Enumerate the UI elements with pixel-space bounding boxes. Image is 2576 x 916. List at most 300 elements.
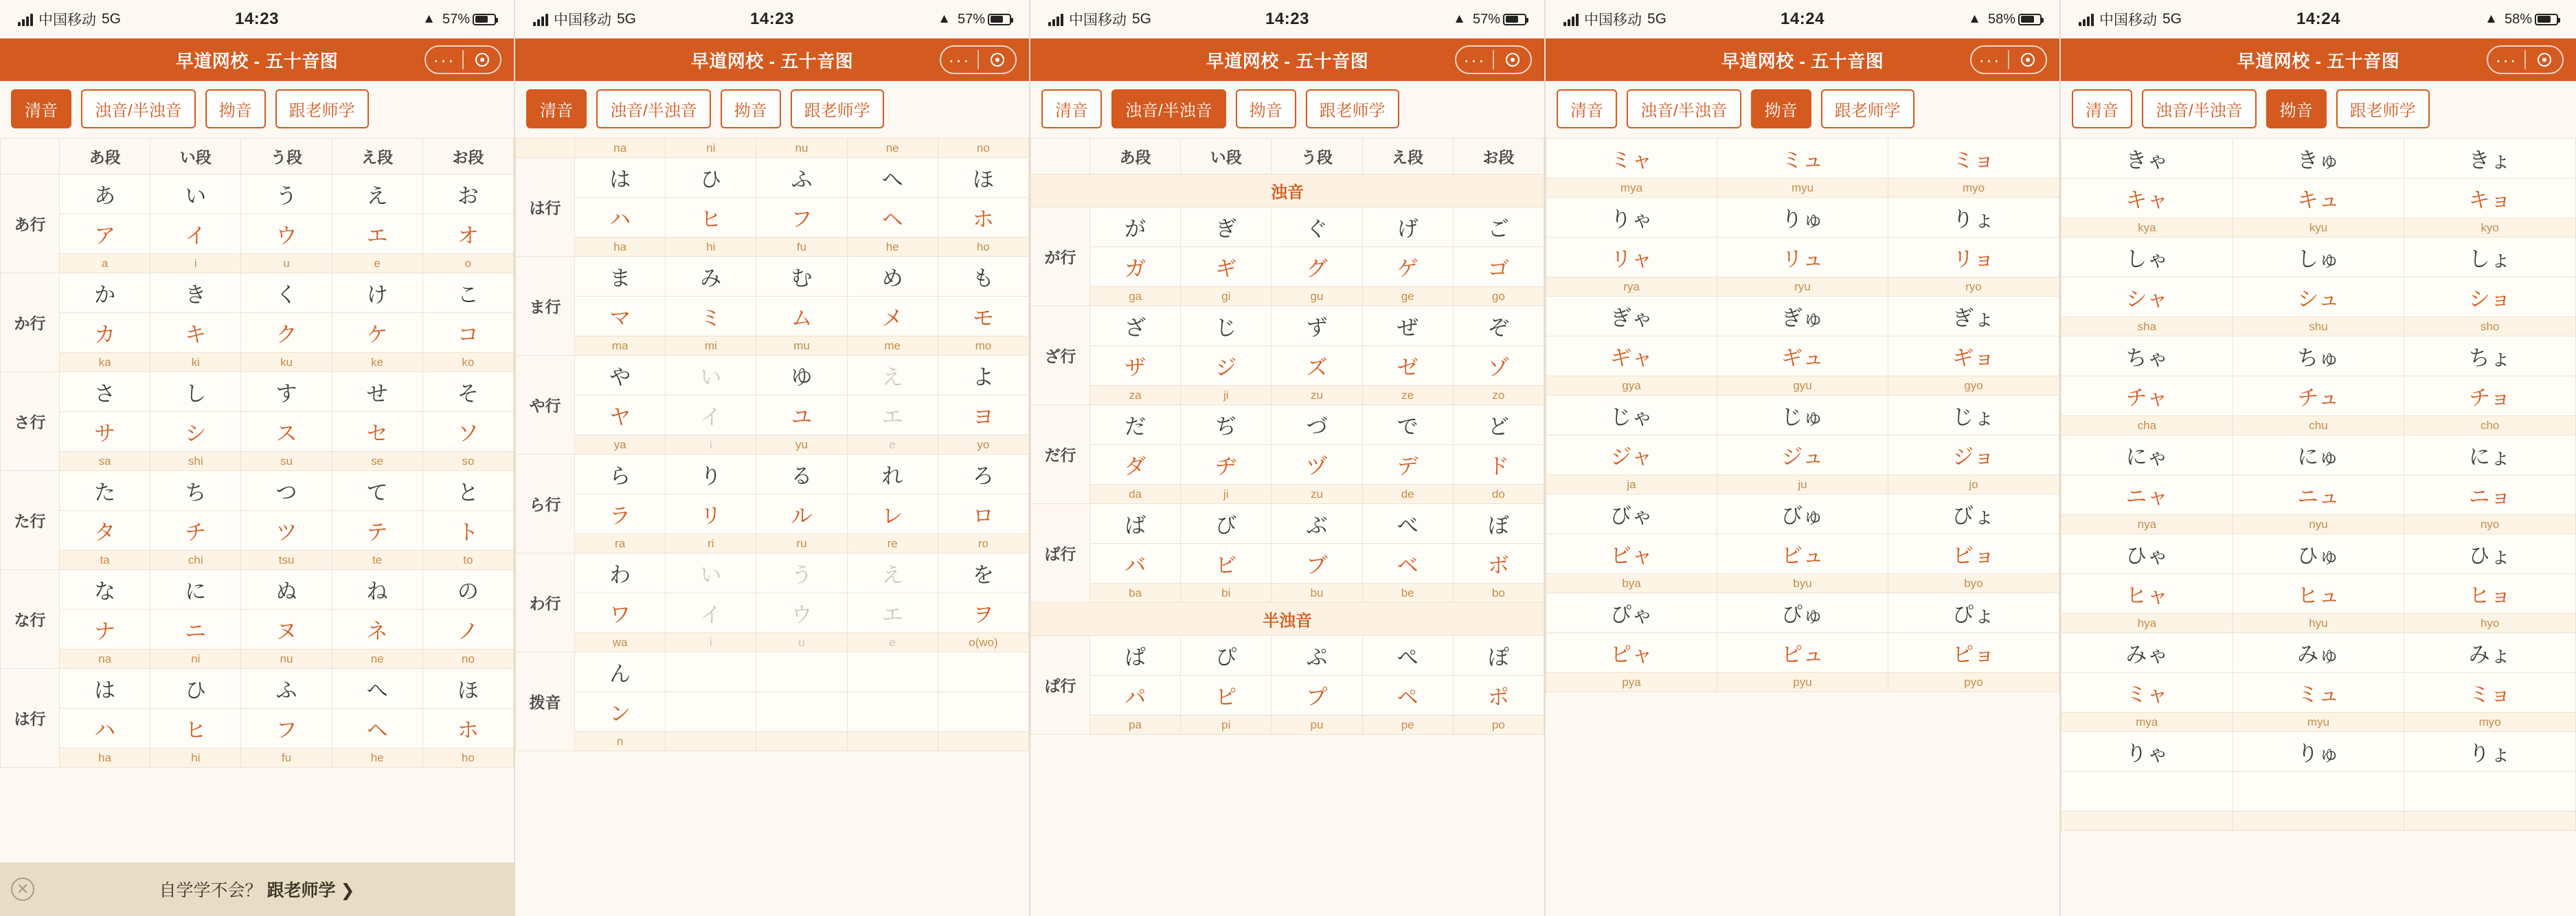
kana-cell[interactable]: イ	[666, 593, 756, 633]
kana-cell[interactable]: ヒ	[666, 198, 756, 238]
kana-cell[interactable]: ろ	[938, 455, 1028, 494]
target-icon[interactable]	[1494, 53, 1530, 67]
kana-cell[interactable]: え	[332, 174, 422, 214]
kana-cell[interactable]: しゅ	[2233, 238, 2404, 277]
kana-cell[interactable]: ニャ	[2061, 475, 2233, 515]
kana-row-katakana	[1031, 676, 1544, 715]
kana-cell[interactable]: エ	[847, 593, 938, 633]
kana-cell[interactable]: げ	[1362, 207, 1453, 247]
romaji-cell: ge	[1362, 287, 1453, 306]
kana-cell[interactable]: い	[150, 174, 241, 214]
tab-youon[interactable]: 拗音	[1751, 89, 1811, 128]
kana-cell[interactable]: ガ	[1090, 247, 1181, 287]
kana-row-katakana	[2061, 475, 2576, 515]
kana-cell[interactable]: りょ	[1888, 198, 2059, 238]
kana-cell[interactable]: ミョ	[2404, 673, 2576, 713]
kana-cell[interactable]: ジ	[1181, 346, 1272, 386]
kana-cell[interactable]: ミュ	[1717, 139, 1888, 179]
kana-cell[interactable]: ちょ	[2404, 336, 2576, 376]
kana-cell[interactable]: ゾ	[1453, 346, 1544, 386]
kana-cell[interactable]: ウ	[756, 593, 847, 633]
nav-bar	[1546, 38, 2059, 81]
kana-cell[interactable]: きゃ	[2061, 139, 2233, 179]
kana-cell[interactable]: びゅ	[1717, 494, 1888, 534]
kana-cell[interactable]: へ	[847, 158, 938, 198]
kana-cell[interactable]: ゼ	[1362, 346, 1453, 386]
kana-cell[interactable]: は	[575, 158, 666, 198]
kana-cell[interactable]: シュ	[2233, 277, 2404, 317]
kana-cell[interactable]: サ	[60, 412, 150, 452]
kana-cell[interactable]: さ	[60, 372, 150, 412]
tab-seion[interactable]: 清音	[11, 89, 71, 128]
kana-cell[interactable]: ジュ	[1717, 435, 1888, 475]
kana-cell[interactable]: ひ	[150, 669, 241, 709]
kana-cell[interactable]: ん	[575, 652, 666, 692]
kana-cell[interactable]: る	[756, 455, 847, 494]
kana-cell[interactable]: りゃ	[2061, 732, 2233, 772]
tab-seion[interactable]: 清音	[1041, 89, 1102, 128]
kana-cell[interactable]: せ	[332, 372, 422, 412]
kana-cell[interactable]: お	[422, 174, 513, 214]
kana-cell[interactable]: け	[332, 273, 422, 313]
kana-cell[interactable]: ミュ	[2233, 673, 2404, 713]
kana-cell[interactable]: リャ	[1546, 238, 1717, 277]
kana-cell[interactable]: フ	[756, 198, 847, 238]
kana-cell[interactable]: ア	[60, 214, 150, 254]
kana-cell[interactable]	[847, 692, 938, 732]
romaji-cell: n	[575, 732, 666, 751]
tab-dakuon[interactable]: 浊音/半浊音	[81, 89, 196, 128]
kana-cell[interactable]: く	[241, 273, 332, 313]
kana-cell[interactable]: テ	[332, 511, 422, 551]
kana-cell[interactable]: や	[575, 356, 666, 396]
kana-cell[interactable]: ハ	[60, 709, 150, 748]
tab-teacher[interactable]: 跟老师学	[1821, 89, 1914, 128]
kana-cell[interactable]: ビュ	[1717, 534, 1888, 574]
more-icon[interactable]: ···	[433, 49, 455, 70]
kana-cell[interactable]: ヅ	[1272, 445, 1362, 485]
kana-cell[interactable]: ぴょ	[1888, 593, 2059, 633]
kana-cell[interactable]: ぬ	[241, 570, 332, 610]
kana-cell[interactable]: え	[847, 553, 938, 593]
kana-cell[interactable]: ギョ	[1888, 336, 2059, 376]
tab-youon[interactable]: 拗音	[2266, 89, 2327, 128]
kana-cell[interactable]: ク	[241, 313, 332, 353]
kana-cell[interactable]: ビ	[1181, 544, 1272, 584]
kana-cell[interactable]: ちゅ	[2233, 336, 2404, 376]
target-icon[interactable]	[979, 53, 1015, 67]
kana-cell[interactable]: ブ	[1272, 544, 1362, 584]
kana-cell[interactable]: ザ	[1090, 346, 1181, 386]
kana-cell[interactable]: そ	[422, 372, 513, 412]
kana-cell[interactable]: ボ	[1453, 544, 1544, 584]
kana-cell[interactable]: ウ	[241, 214, 332, 254]
target-icon[interactable]	[2009, 53, 2046, 67]
kana-cell[interactable]: オ	[422, 214, 513, 254]
tab-dakuon[interactable]: 浊音/半浊音	[596, 89, 711, 128]
kana-cell[interactable]: ピュ	[1717, 633, 1888, 673]
kana-cell[interactable]: ご	[1453, 207, 1544, 247]
kana-cell[interactable]: ジョ	[1888, 435, 2059, 475]
kana-cell[interactable]	[847, 652, 938, 692]
kana-cell[interactable]: め	[847, 257, 938, 297]
kana-cell[interactable]: よ	[938, 356, 1028, 396]
tab-youon[interactable]: 拗音	[205, 89, 266, 128]
kana-row-katakana	[1546, 435, 2059, 475]
kana-cell[interactable]: ツ	[241, 511, 332, 551]
romaji-cell: ryo	[1888, 277, 2059, 297]
kana-cell[interactable]: す	[241, 372, 332, 412]
kana-cell[interactable]: キ	[150, 313, 241, 353]
kana-cell[interactable]: ひょ	[2404, 534, 2576, 574]
kana-cell[interactable]: ミャ	[2061, 673, 2233, 713]
kana-cell[interactable]: ギ	[1181, 247, 1272, 287]
kana-cell[interactable]: ン	[575, 692, 666, 732]
kana-cell[interactable]: ワ	[575, 593, 666, 633]
kana-cell[interactable]: ぺ	[1362, 636, 1453, 676]
kana-cell[interactable]	[666, 652, 756, 692]
kana-cell[interactable]: え	[847, 356, 938, 396]
kana-cell[interactable]: ギャ	[1546, 336, 1717, 376]
tab-youon[interactable]: 拗音	[721, 89, 781, 128]
kana-cell[interactable]: ヤ	[575, 396, 666, 435]
kana-cell[interactable]: チョ	[2404, 376, 2576, 416]
kana-cell[interactable]: ぐ	[1272, 207, 1362, 247]
kana-cell[interactable]: イ	[150, 214, 241, 254]
kana-cell[interactable]: な	[60, 570, 150, 610]
kana-cell[interactable]: ぶ	[1272, 504, 1362, 544]
romaji-cell: ki	[150, 353, 241, 372]
tab-youon[interactable]: 拗音	[1236, 89, 1296, 128]
kana-cell[interactable]: ヌ	[241, 610, 332, 650]
kana-cell[interactable]: チャ	[2061, 376, 2233, 416]
kana-cell[interactable]: じゃ	[1546, 396, 1717, 435]
kana-cell[interactable]: りゃ	[1546, 198, 1717, 238]
kana-cell[interactable]: チ	[150, 511, 241, 551]
kana-cell[interactable]: だ	[1090, 405, 1181, 445]
kana-cell[interactable]: ど	[1453, 405, 1544, 445]
tab-dakuon[interactable]: 浊音/半浊音	[1627, 89, 1741, 128]
kana-cell[interactable]: セ	[332, 412, 422, 452]
kana-cell[interactable]: ニュ	[2233, 475, 2404, 515]
kana-cell[interactable]: ぱ	[1090, 636, 1181, 676]
romaji-cell: gu	[1272, 287, 1362, 306]
tab-seion[interactable]: 清音	[1557, 89, 1617, 128]
target-icon[interactable]	[464, 53, 500, 67]
kana-cell[interactable]: ゆ	[756, 356, 847, 396]
kana-cell[interactable]: ら	[575, 455, 666, 494]
kana-cell[interactable]: む	[756, 257, 847, 297]
kana-cell[interactable]: エ	[847, 396, 938, 435]
kana-cell[interactable]: ダ	[1090, 445, 1181, 485]
kana-cell[interactable]	[938, 692, 1028, 732]
kana-cell[interactable]: ラ	[575, 494, 666, 534]
kana-cell[interactable]: は	[60, 669, 150, 709]
kana-cell[interactable]: ヒャ	[2061, 574, 2233, 614]
kana-cell[interactable]: し	[150, 372, 241, 412]
kana-cell[interactable]: ピャ	[1546, 633, 1717, 673]
tab-teacher[interactable]: 跟老师学	[791, 89, 884, 128]
close-icon[interactable]: ✕	[11, 878, 34, 901]
kana-cell[interactable]: りゅ	[1717, 198, 1888, 238]
kana-cell[interactable]: ニ	[150, 610, 241, 650]
kana-cell[interactable]: ぴゅ	[1717, 593, 1888, 633]
kana-cell[interactable]: メ	[847, 297, 938, 336]
kana-cell[interactable]: ミ	[666, 297, 756, 336]
kana-cell[interactable]: ヂ	[1181, 445, 1272, 485]
kana-cell[interactable]: びょ	[1888, 494, 2059, 534]
screen-1	[0, 0, 515, 916]
kana-cell[interactable]: シ	[150, 412, 241, 452]
kana-cell[interactable]: ソ	[422, 412, 513, 452]
kana-cell[interactable]: リュ	[1717, 238, 1888, 277]
kana-cell[interactable]: みゃ	[2061, 633, 2233, 673]
kana-cell[interactable]: キャ	[2061, 179, 2233, 218]
romaji-cell: u	[241, 254, 332, 273]
kana-cell[interactable]: みょ	[2404, 633, 2576, 673]
kana-cell[interactable]: きょ	[2404, 139, 2576, 179]
kana-cell[interactable]: ビャ	[1546, 534, 1717, 574]
kana-cell[interactable]: ず	[1272, 306, 1362, 346]
kana-cell[interactable]: カ	[60, 313, 150, 353]
kana-cell[interactable]: ぢ	[1181, 405, 1272, 445]
kana-table-scroll-2[interactable]	[515, 138, 1029, 916]
kana-cell[interactable]: あ	[60, 174, 150, 214]
kana-cell[interactable]: ま	[575, 257, 666, 297]
kana-cell[interactable]: ち	[150, 471, 241, 511]
kana-table-scroll-4[interactable]	[1546, 138, 2059, 916]
kana-cell[interactable]: エ	[332, 214, 422, 254]
kana-cell[interactable]: ホ	[422, 709, 513, 748]
kana-cell[interactable]: い	[666, 553, 756, 593]
kana-cell[interactable]: う	[756, 553, 847, 593]
kana-table-scroll-5[interactable]	[2061, 138, 2576, 916]
kana-cell[interactable]: ハ	[575, 198, 666, 238]
more-icon[interactable]: ···	[948, 49, 971, 70]
more-icon[interactable]: ···	[1463, 49, 1486, 70]
kana-cell[interactable]: わ	[575, 553, 666, 593]
kana-cell[interactable]: ぜ	[1362, 306, 1453, 346]
kana-cell[interactable]: ズ	[1272, 346, 1362, 386]
kana-cell[interactable]: う	[241, 174, 332, 214]
kana-cell[interactable]: ひゅ	[2233, 534, 2404, 574]
kana-cell[interactable]: り	[666, 455, 756, 494]
kana-cell[interactable]: ゴ	[1453, 247, 1544, 287]
kana-cell[interactable]: の	[422, 570, 513, 610]
kana-cell[interactable]: キュ	[2233, 179, 2404, 218]
kana-cell[interactable]: こ	[422, 273, 513, 313]
kana-cell[interactable]	[756, 692, 847, 732]
kana-cell[interactable]	[2404, 772, 2576, 812]
kana-cell[interactable]: コ	[422, 313, 513, 353]
promo-banner[interactable]	[0, 862, 514, 916]
kana-cell[interactable]: ピョ	[1888, 633, 2059, 673]
kana-cell[interactable]: て	[332, 471, 422, 511]
kana-cell[interactable]: フ	[241, 709, 332, 748]
kana-cell[interactable]: ナ	[60, 610, 150, 650]
kana-cell[interactable]: に	[150, 570, 241, 610]
kana-cell[interactable]: い	[666, 356, 756, 396]
tab-teacher[interactable]: 跟老师学	[1306, 89, 1399, 128]
more-icon[interactable]: ···	[2495, 49, 2518, 70]
kana-cell[interactable]: へ	[332, 669, 422, 709]
tab-seion[interactable]: 清音	[526, 89, 587, 128]
kana-cell[interactable]: にゅ	[2233, 435, 2404, 475]
kana-cell[interactable]: か	[60, 273, 150, 313]
kana-cell[interactable]: じゅ	[1717, 396, 1888, 435]
kana-cell[interactable]: ぎゅ	[1717, 297, 1888, 336]
kana-table-scroll-1[interactable]	[0, 138, 514, 916]
kana-cell[interactable]: ル	[756, 494, 847, 534]
kana-cell[interactable]: ニョ	[2404, 475, 2576, 515]
kana-cell[interactable]: マ	[575, 297, 666, 336]
kana-cell[interactable]: ベ	[1362, 544, 1453, 584]
kana-cell[interactable]: チュ	[2233, 376, 2404, 416]
kana-cell[interactable]: プ	[1272, 676, 1362, 715]
kana-cell[interactable]: を	[938, 553, 1028, 593]
kana-cell[interactable]: ビョ	[1888, 534, 2059, 574]
kana-cell[interactable]: べ	[1362, 504, 1453, 544]
romaji-cell: chu	[2233, 416, 2404, 435]
kana-cell[interactable]: しょ	[2404, 238, 2576, 277]
kana-cell[interactable]: み	[666, 257, 756, 297]
kana-cell[interactable]: ぽ	[1453, 636, 1544, 676]
romaji-cell: su	[241, 452, 332, 471]
kana-cell[interactable]: ぷ	[1272, 636, 1362, 676]
kana-cell[interactable]: ぞ	[1453, 306, 1544, 346]
kana-cell[interactable]: れ	[847, 455, 938, 494]
kana-cell[interactable]: ミャ	[1546, 139, 1717, 179]
kana-cell[interactable]: が	[1090, 207, 1181, 247]
kana-cell[interactable]: ノ	[422, 610, 513, 650]
kana-cell[interactable]: ヨ	[938, 396, 1028, 435]
kana-cell[interactable]	[2233, 772, 2404, 812]
kana-cell[interactable]: ヒ	[150, 709, 241, 748]
kana-cell[interactable]: バ	[1090, 544, 1181, 584]
kana-cell[interactable]: ぎょ	[1888, 297, 2059, 336]
kana-cell[interactable]: ギュ	[1717, 336, 1888, 376]
kana-cell[interactable]: ミョ	[1888, 139, 2059, 179]
status-right	[1968, 12, 2042, 27]
kana-cell[interactable]: シャ	[2061, 277, 2233, 317]
kana-cell[interactable]: しゃ	[2061, 238, 2233, 277]
kana-cell[interactable]: ホ	[938, 198, 1028, 238]
row-label: ば行	[1031, 504, 1090, 603]
kana-cell[interactable]: にゃ	[2061, 435, 2233, 475]
kana-cell[interactable]: ば	[1090, 504, 1181, 544]
kana-cell[interactable]: みゅ	[2233, 633, 2404, 673]
kana-cell[interactable]: ポ	[1453, 676, 1544, 715]
kana-cell[interactable]: タ	[60, 511, 150, 551]
kana-cell[interactable]	[2061, 772, 2233, 812]
kana-cell[interactable]: も	[938, 257, 1028, 297]
kana-cell[interactable]: ヒュ	[2233, 574, 2404, 614]
kana-row-katakana	[516, 494, 1029, 534]
kana-cell[interactable]: ス	[241, 412, 332, 452]
kana-cell[interactable]: ほ	[422, 669, 513, 709]
tab-teacher[interactable]: 跟老师学	[2336, 89, 2430, 128]
kana-cell[interactable]: ね	[332, 570, 422, 610]
kana-cell[interactable]: ピ	[1181, 676, 1272, 715]
kana-cell[interactable]: ふ	[756, 158, 847, 198]
kana-cell[interactable]	[938, 652, 1028, 692]
kana-cell[interactable]: パ	[1090, 676, 1181, 715]
kana-cell[interactable]: つ	[241, 471, 332, 511]
kana-cell[interactable]: ぎ	[1181, 207, 1272, 247]
kana-cell[interactable]: ぴ	[1181, 636, 1272, 676]
kana-cell[interactable]: き	[150, 273, 241, 313]
kana-cell[interactable]	[756, 652, 847, 692]
kana-cell[interactable]: で	[1362, 405, 1453, 445]
banner-link[interactable]: 跟老师学	[267, 881, 336, 900]
kana-table-scroll-3[interactable]	[1030, 138, 1544, 916]
kana-cell[interactable]: きゅ	[2233, 139, 2404, 179]
kana-cell[interactable]: ヘ	[847, 198, 938, 238]
kana-cell[interactable]: ゲ	[1362, 247, 1453, 287]
tab-dakuon[interactable]: 浊音/半浊音	[2142, 89, 2257, 128]
kana-cell[interactable]: び	[1181, 504, 1272, 544]
kana-cell[interactable]: ユ	[756, 396, 847, 435]
kana-cell[interactable]: ペ	[1362, 676, 1453, 715]
kana-cell[interactable]: キョ	[2404, 179, 2576, 218]
kana-cell[interactable]: た	[60, 471, 150, 511]
kana-cell[interactable]: レ	[847, 494, 938, 534]
kana-cell[interactable]: と	[422, 471, 513, 511]
kana-cell[interactable]: じょ	[1888, 396, 2059, 435]
kana-cell[interactable]: ぎゃ	[1546, 297, 1717, 336]
kana-cell[interactable]: ちゃ	[2061, 336, 2233, 376]
tab-dakuon[interactable]: 浊音/半浊音	[1111, 89, 1226, 128]
corner-cell	[1031, 139, 1090, 174]
kana-cell[interactable]: ざ	[1090, 306, 1181, 346]
kana-cell[interactable]: ほ	[938, 158, 1028, 198]
kana-cell[interactable]: りゅ	[2233, 732, 2404, 772]
kana-cell[interactable]: ネ	[332, 610, 422, 650]
kana-cell[interactable]: ショ	[2404, 277, 2576, 317]
kana-cell[interactable]: グ	[1272, 247, 1362, 287]
kana-cell[interactable]: ぴゃ	[1546, 593, 1717, 633]
kana-cell[interactable]: ヲ	[938, 593, 1028, 633]
kana-cell[interactable]: ふ	[241, 669, 332, 709]
kana-cell[interactable]: りょ	[2404, 732, 2576, 772]
kana-cell[interactable]: ロ	[938, 494, 1028, 534]
tab-seion[interactable]: 清音	[2072, 89, 2132, 128]
kana-cell[interactable]: イ	[666, 396, 756, 435]
kana-cell[interactable]: ム	[756, 297, 847, 336]
tab-teacher[interactable]: 跟老师学	[275, 89, 369, 128]
kana-cell[interactable]: モ	[938, 297, 1028, 336]
kana-cell[interactable]: ぼ	[1453, 504, 1544, 544]
kana-cell[interactable]: ケ	[332, 313, 422, 353]
more-icon[interactable]: ···	[1978, 49, 2001, 70]
kana-cell[interactable]: ひ	[666, 158, 756, 198]
kana-cell[interactable]: リョ	[1888, 238, 2059, 277]
kana-cell[interactable]: じ	[1181, 306, 1272, 346]
target-icon[interactable]	[2526, 53, 2562, 67]
kana-cell[interactable]: ジャ	[1546, 435, 1717, 475]
kana-cell[interactable]: ひゃ	[2061, 534, 2233, 574]
kana-cell[interactable]: づ	[1272, 405, 1362, 445]
kana-cell[interactable]: びゃ	[1546, 494, 1717, 534]
kana-cell[interactable]: ト	[422, 511, 513, 551]
kana-cell[interactable]: リ	[666, 494, 756, 534]
kana-cell[interactable]: ド	[1453, 445, 1544, 485]
kana-cell[interactable]: ヘ	[332, 709, 422, 748]
kana-cell[interactable]	[666, 692, 756, 732]
kana-cell[interactable]: デ	[1362, 445, 1453, 485]
kana-cell[interactable]: にょ	[2404, 435, 2576, 475]
kana-cell[interactable]: ヒョ	[2404, 574, 2576, 614]
